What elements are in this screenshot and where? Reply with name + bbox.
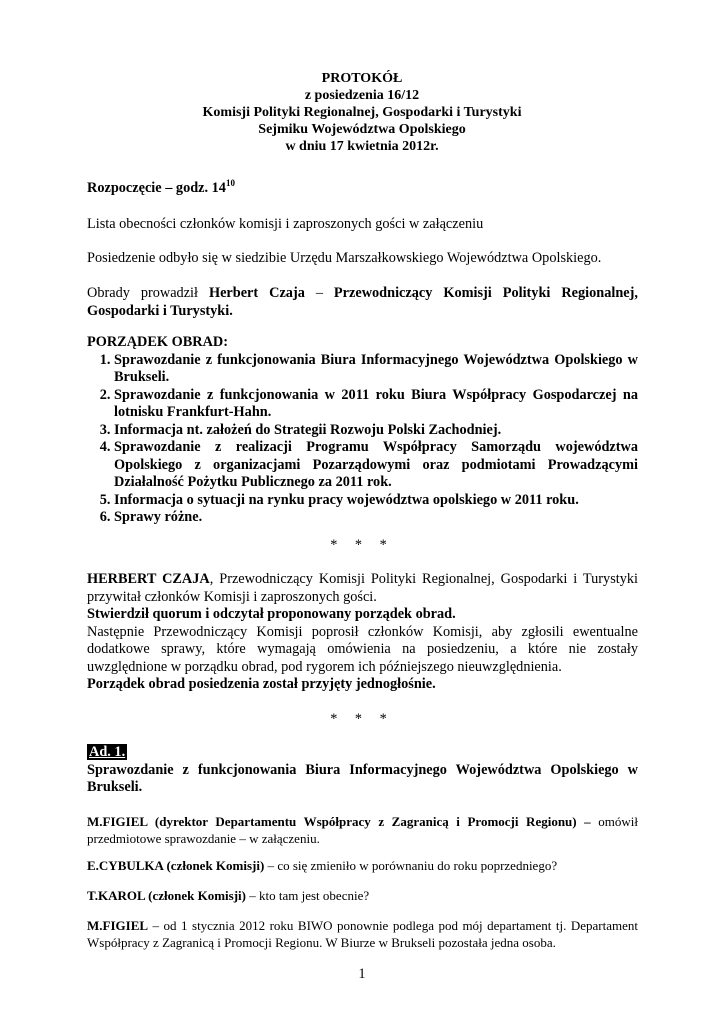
ad1-label: Ad. 1. [89,744,126,760]
opening-paragraph [87,571,638,606]
committee-name: Komisji Polityki Regionalnej, Gospodarki i Turystyki [202,105,522,120]
agenda-accepted: Porządek obrad posiedzenia został przyjęty jednogłośnie. [87,676,436,692]
chair-name: Herbert Czaja [208,285,305,301]
start-time-minutes: 10 [225,178,235,189]
entry-speaker: E.CYBULKA (członek Komisji) [87,858,265,873]
agenda-list [87,352,638,527]
attendance-note: Lista obecności członków komisji i zaproszonych gości w załączeniu [87,216,484,232]
meeting-date: w dniu 17 kwietnia 2012r. [285,139,439,154]
start-time-label: Rozpoczęcie – godz. 14 [87,180,226,196]
ad1-title: Sprawozdanie z funkcjonowania Biura Informacyjnego Województwa Opolskiego w Brukseli. [87,761,638,795]
entry-speaker: M.FIGIEL [87,918,149,933]
ad1-entry [87,917,638,951]
entry-text: – kto tam jest obecnie? [246,888,370,903]
ad1-entry [87,857,638,874]
entry-text: – od 1 stycznia 2012 roku BIWO ponownie podlega pod mój departament tj. Departament Współpracy z Zagranicą i Promocji Regionu. W Biurze w Brukseli pozostała jedna osoba. [87,918,638,950]
chair-dash: – [315,285,323,301]
ad1-entry [87,813,638,847]
start-time [87,180,638,198]
agenda-item: 5. Informacja o sytuacji na rynku pracy województwa opolskiego w 2011 roku. [114,492,638,510]
entry-text: – co się zmieniło w porównaniu do roku poprzedniego? [264,858,558,873]
agenda-item: 1. Sprawozdanie z funkcjonowania Biura Informacyjnego Województwa Opolskiego w Brukseli. [114,352,638,387]
agenda-item: 6. Sprawy różne. [114,509,638,527]
assembly-name: Sejmiku Województwa Opolskiego [258,122,466,137]
chair-prefix: Obrady prowadził [87,285,198,301]
agenda-item: 2. Sprawozdanie z funkcjonowania w 2011 roku Biura Współpracy Gospodarczej na lotnisku Frankfurt-Hahn. [114,387,638,422]
agenda-section [87,334,638,527]
document-title: PROTOKÓŁ [321,71,403,86]
ad1-section [87,744,638,797]
ad1-entry [87,887,638,904]
entry-speaker: M.FIGIEL (dyrektor Departamentu Współpracy z Zagranicą i Promocji Regionu) – [87,814,591,829]
entry-speaker: T.KAROL (członek Komisji) [87,888,247,903]
quorum-statement: Stwierdził quorum i odczytał proponowany porządek obrad. [87,606,456,622]
separator: * * * [330,537,394,553]
separator: * * * [330,711,394,727]
page-number: 1 [358,966,366,982]
agenda-item: 4. Sprawozdanie z realizacji Programu Współpracy Samorządu województwa Opolskiego z organizacjami Pozarządowymi oraz podmiotami Prowadzącymi Działalność Pożytku Publicznego za 2011 rok. [114,439,638,492]
followup-paragraph: Następnie Przewodniczący Komisji poprosił członków Komisji, aby zgłosili ewentualne dodatkowe sprawy, które wymagają omówienia na posiedzeniu, a które nie zostały uwzględnione w porządku obrad, pod rygorem ich późniejszego nieuwzględnienia. [87,623,638,675]
opening-section [87,571,638,694]
opening-speaker: HERBERT CZAJA [87,571,210,587]
entry-text: omówił przedmiotowe sprawozdanie – w załączeniu. [87,814,638,846]
location-note: Posiedzenie odbyło się w siedzibie Urzędu Marszałkowskiego Województwa Opolskiego. [87,250,602,266]
agenda-item: 3. Informacja nt. założeń do Strategii Rozwoju Polski Zachodniej. [114,422,638,440]
document-header [0,70,724,155]
chair-role: Przewodniczący Komisji Polityki Regionalnej, Gospodarki i Turystyki. [87,285,638,319]
agenda-title: PORZĄDEK OBRAD: [87,334,228,350]
chair-paragraph [87,285,638,320]
opening-text: , Przewodniczący Komisji Polityki Regionalnej, Gospodarki i Turystyki przywitał członków Komisji i zaproszonych gości. [87,571,639,605]
meeting-number: z posiedzenia 16/12 [304,88,420,103]
